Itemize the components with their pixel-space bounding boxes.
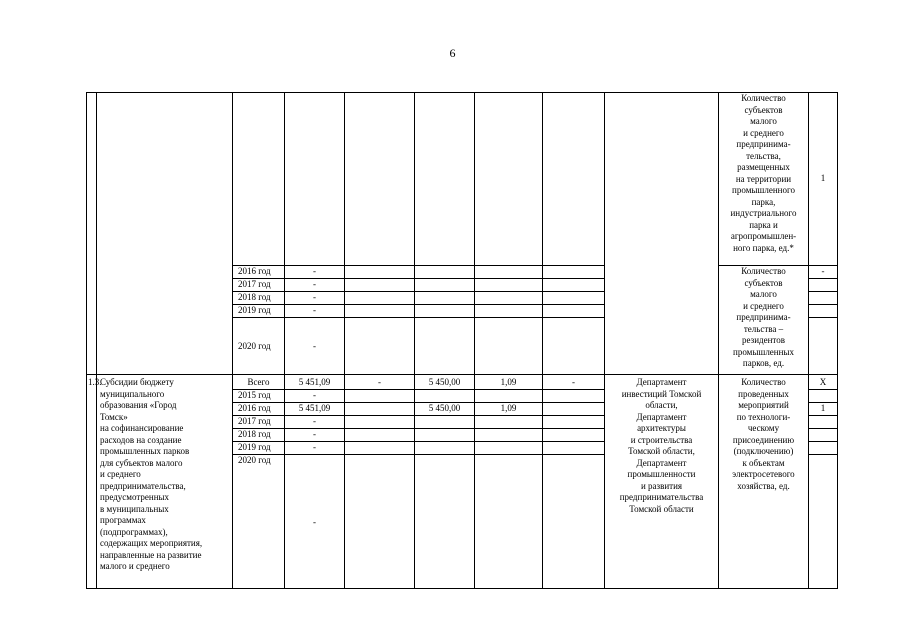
cell-value: - — [313, 279, 316, 289]
row-line — [808, 278, 838, 279]
period-label: 2015 год — [238, 390, 271, 400]
row-line — [808, 415, 838, 416]
col-border — [86, 92, 87, 589]
executors: Департамент инвестиций Томской области, Департамент архитектуры и строительства Томской области, Департамент промышленности и развития предпринимательства Томской области — [619, 377, 704, 514]
total-value: - — [313, 442, 316, 452]
indicator-value: 1 — [820, 173, 826, 183]
row-line — [232, 454, 605, 455]
row-number: 1.3. — [88, 377, 102, 387]
row-divider — [86, 374, 838, 375]
cell-value: 5 450,00 — [428, 403, 461, 413]
year-label: 2020 год — [238, 341, 271, 351]
cell-value: - — [313, 266, 316, 276]
year-label: 2017 год — [238, 279, 271, 289]
col-border — [474, 92, 475, 589]
period-label: 2018 год — [238, 429, 271, 439]
cell-value: 5 450,00 — [428, 377, 461, 387]
year-label: 2016 год — [238, 266, 271, 276]
total-value: 5 451,09 — [298, 377, 331, 387]
col-border — [96, 92, 97, 589]
indicator-text: Количество проведенных мероприятий по технологи- ческому присоединению (подключению) к объектам электросетевого хозяйства, ед. — [732, 377, 795, 491]
indicator-text: Количество субъектов малого и среднего предпринима- тельства, размещенных на территории промышленного парка, индустриального парка и агропромышлен- ного парка, ед.* — [730, 93, 797, 253]
period-label: 2020 год — [238, 455, 271, 465]
table-bottom-border — [86, 588, 838, 589]
page-number: 6 — [449, 46, 456, 60]
row-line — [808, 317, 838, 318]
period-label: 2016 год — [238, 403, 271, 413]
total-value: - — [313, 390, 316, 400]
row-line — [808, 454, 838, 455]
col-border — [344, 92, 345, 589]
cell-value: - — [572, 377, 575, 387]
cell-value: - — [313, 292, 316, 302]
row-line — [808, 428, 838, 429]
row-line — [232, 317, 605, 318]
total-value: - — [313, 517, 316, 527]
col-border — [808, 92, 809, 589]
year-label: 2019 год — [238, 305, 271, 315]
row-line — [808, 291, 838, 292]
period-label: 2017 год — [238, 416, 271, 426]
col-border — [837, 92, 838, 589]
cell-value: - — [313, 305, 316, 315]
cell-value: - — [378, 377, 381, 387]
total-value: 5 451,09 — [298, 403, 331, 413]
cell-value: 1,09 — [500, 377, 517, 387]
row-line — [808, 389, 838, 390]
cell-value: 1,09 — [500, 403, 517, 413]
row-line — [808, 304, 838, 305]
col-border — [414, 92, 415, 589]
period-label: 2019 год — [238, 442, 271, 452]
row-line — [808, 441, 838, 442]
indicator-value: 1 — [820, 403, 826, 413]
total-value: - — [313, 429, 316, 439]
row-description: Субсидии бюджету муниципального образования «Город Томск» на софинансирование расходов на создание промышленных парков для субъектов малого и среднего предпринимательства, предусмотренных в муниципальных программах (подпрограммах), содержащих мероприятия, направленные на развитие малого и среднего — [100, 377, 203, 571]
cell-value: - — [313, 341, 316, 351]
col-border — [232, 92, 233, 589]
indicator-value: - — [821, 266, 825, 276]
total-value: - — [313, 416, 316, 426]
col-border — [542, 92, 543, 589]
indicator-value: X — [819, 377, 827, 387]
period-label: Всего — [247, 377, 270, 387]
indicator-text: Количество субъектов малого и среднего предпринима- тельства – резидентов промышленных парков, ед. — [733, 266, 794, 368]
year-label: 2018 год — [238, 292, 271, 302]
